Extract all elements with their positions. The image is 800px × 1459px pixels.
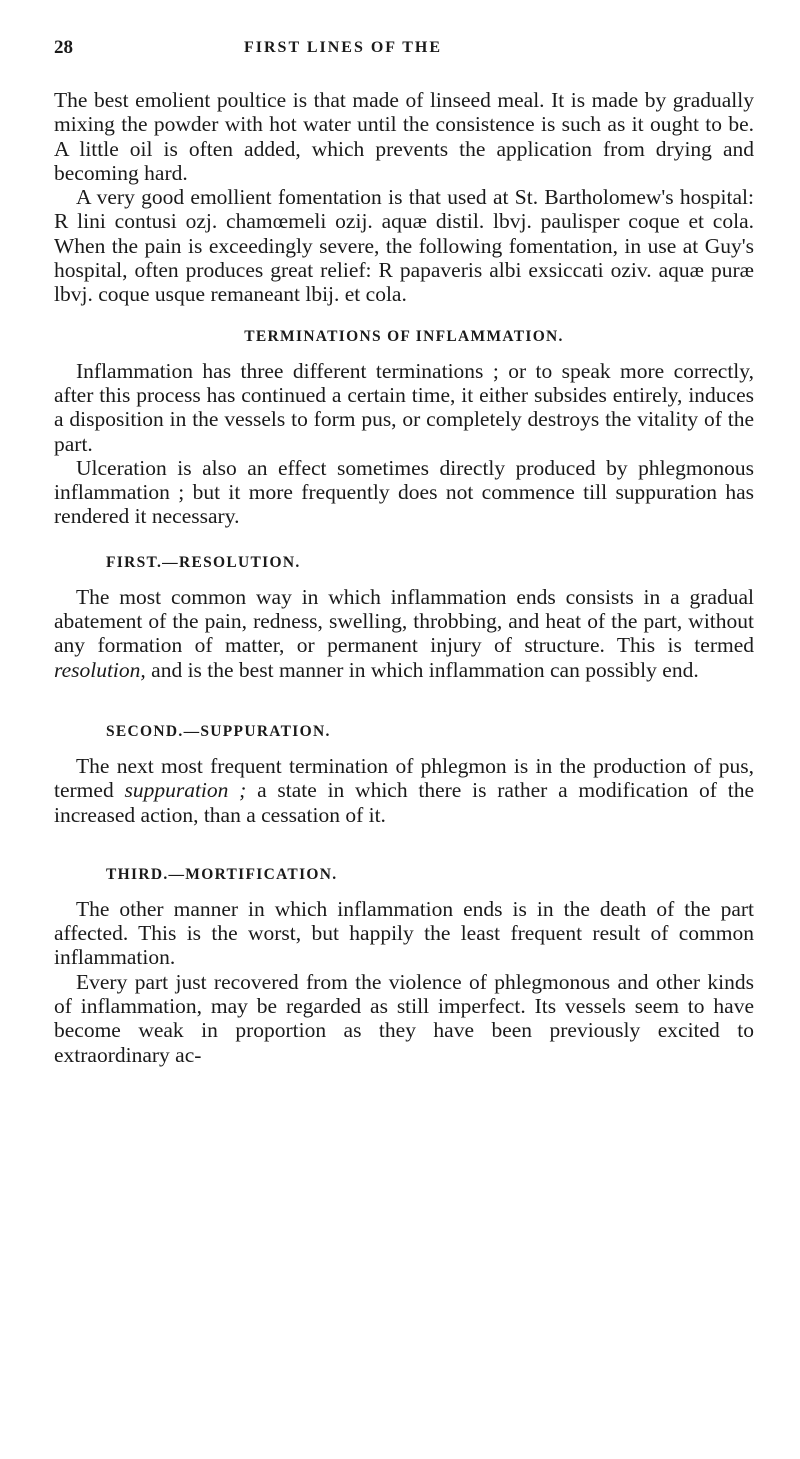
paragraph-resolution <box>54 585 754 682</box>
body-text <box>54 88 754 1067</box>
section-heading-terminations: TERMINATIONS OF INFLAMMATION. <box>244 327 564 345</box>
paragraph-poultice: The best emolient poultice is that made of linseed meal. It is made by gradually mixing the powder with hot water until the consistence is such as it ought to be. A little oil is often added, which prevents the application from drying and becoming hard. <box>54 88 754 185</box>
resolution-text-pre: The most common way in which inflammation ends consists in a gradual abatement of the pain, redness, swelling, throbbing, and heat of the part, without any formation of matter, or permanent injury of structure. This is termed <box>54 584 754 658</box>
section-heading-mortification: THIRD.—MORTIFICATION. <box>106 865 338 883</box>
resolution-term: resolution, <box>54 657 146 682</box>
running-title: FIRST LINES OF THE <box>244 39 442 56</box>
suppuration-text-post: a state in which there is rather a modification of the increased action, than a cessation of it. <box>54 778 754 827</box>
paragraph-ulceration: Ulceration is also an effect sometimes directly produced by phlegmonous inflammation ; but it more frequently does not commence till suppuration has rendered it necessary. <box>54 455 754 529</box>
suppuration-term: suppuration ; <box>124 778 247 803</box>
paragraph-mortification: The other manner in which inflammation ends is in the death of the part affected. This is the worst, but happily the least frequent result of common inflammation. <box>54 896 754 970</box>
suppuration-text-pre: The next most frequent termination of phlegmon is in the production of pus, termed <box>54 753 754 803</box>
section-heading-suppuration: SECOND.—SUPPURATION. <box>106 722 331 740</box>
paragraph-terminations: Inflammation has three different terminations ; or to speak more correctly, after this process has continued a certain time, it either subsides entirely, induces a disposition in the vessels to form pus, or completely destroys the vitality of the part. <box>54 358 754 456</box>
resolution-text-post: and is the best manner in which inflammation can possibly end. <box>145 657 699 682</box>
paragraph-fomentation: A very good emollient fomentation is that used at St. Bartholomew's hospital: R lini contusi ozj. chamœmeli ozij. aquæ distil. lbvj. paulisper coque et cola. When the pain is exceedingly severe, the following fomentation, in use at Guy's hospital, often produces great relief: R papaveris albi exsiccati oziv. aquæ puræ lbvj. coque usque remaneant lbij. et cola. <box>54 185 754 307</box>
page-number: 28 <box>54 37 73 58</box>
paragraph-suppuration <box>54 754 754 827</box>
paragraph-recovery: Every part just recovered from the violence of phlegmonous and other kinds of inflammation, may be regarded as still imperfect. Its vessels seem to have become weak in proportion as they have been previously excited to extraordinary ac- <box>54 969 754 1067</box>
running-head <box>54 37 754 67</box>
section-heading-resolution: FIRST.—RESOLUTION. <box>106 553 301 571</box>
